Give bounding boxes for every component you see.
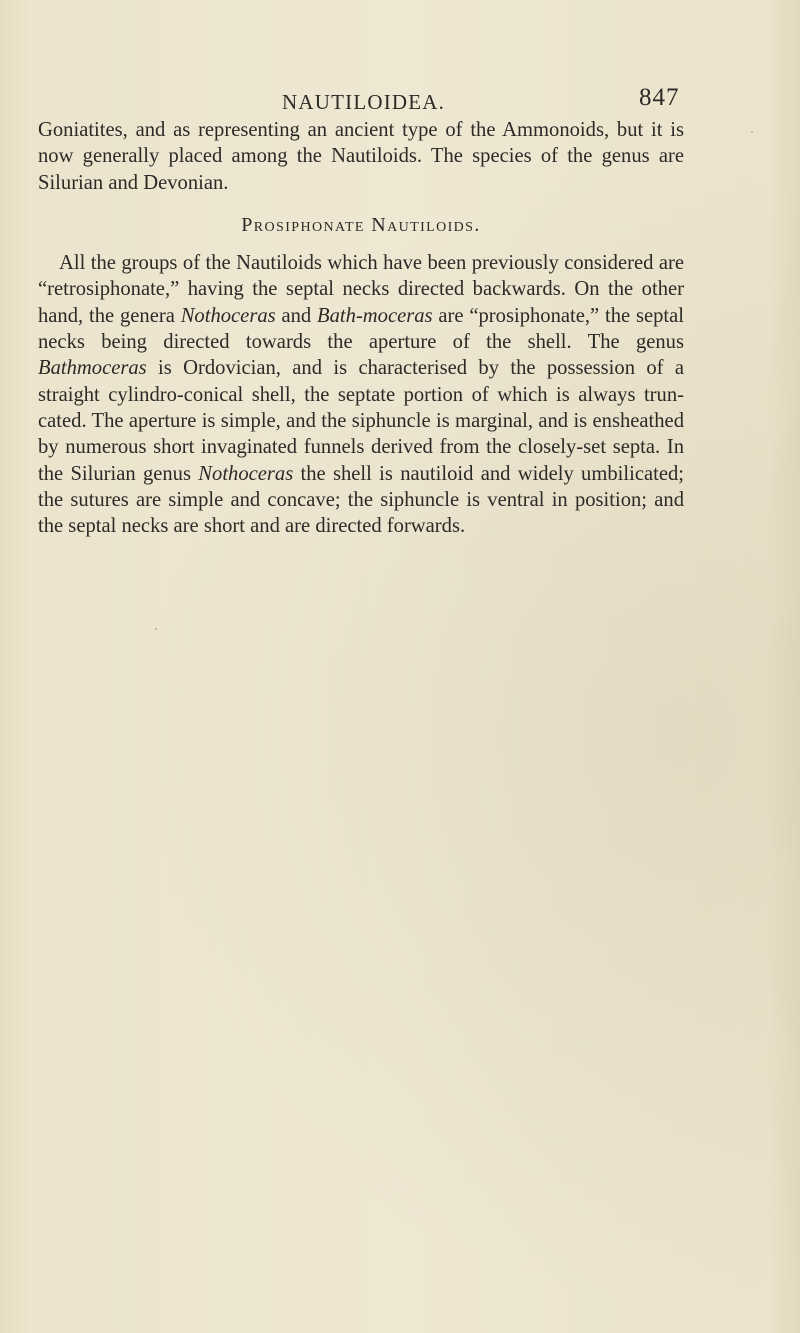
intro-paragraph: Goniatites, and as representing an ancient type of the Ammonoids, but it is now generally placed among the Nautiloids. The species of the genus are Silurian and Devonian. (38, 119, 684, 194)
genus-name: Nothoceras (180, 304, 276, 327)
section-heading: Prosiphonate Nautiloids. (241, 213, 481, 236)
paragraph-text: is Ordovician, and is characterised by the possession of a straight cylindro-conical shell, the septate portion of which is always trun-cated. The aperture is simple, and the siphuncle is marginal, and is ensheathed by numerous short invaginated funnels derived from the closely-set septa. In the Silurian genus (38, 357, 684, 485)
genus-name: Bathmoceras (38, 357, 147, 380)
main-paragraph (38, 250, 684, 539)
paragraph-text: are “prosiphonate,” the septal necks being directed towards the aperture of the shell. The genus (38, 304, 685, 354)
running-title: NAUTILOIDEA. (282, 90, 446, 114)
genus-name: Bath-moceras (317, 304, 433, 327)
paper-speck (155, 628, 157, 630)
running-head (0, 78, 800, 118)
paragraph-text: and (275, 304, 318, 327)
paragraph-text: All the groups of the Nautiloids which have been previously considered are “retrosiphonate,” having the septal necks directed backwards. On the other hand, the genera (38, 252, 684, 327)
page-number: 847 (639, 84, 680, 111)
paper-speck (751, 131, 753, 133)
genus-name: Nothoceras (198, 462, 294, 485)
paragraph-text: the shell is nautiloid and widely umbilicated; the sutures are simple and concave; the siphuncle is ventral in position; and the septal necks are short and are directed forwards. (38, 462, 684, 538)
body-text (38, 117, 684, 539)
